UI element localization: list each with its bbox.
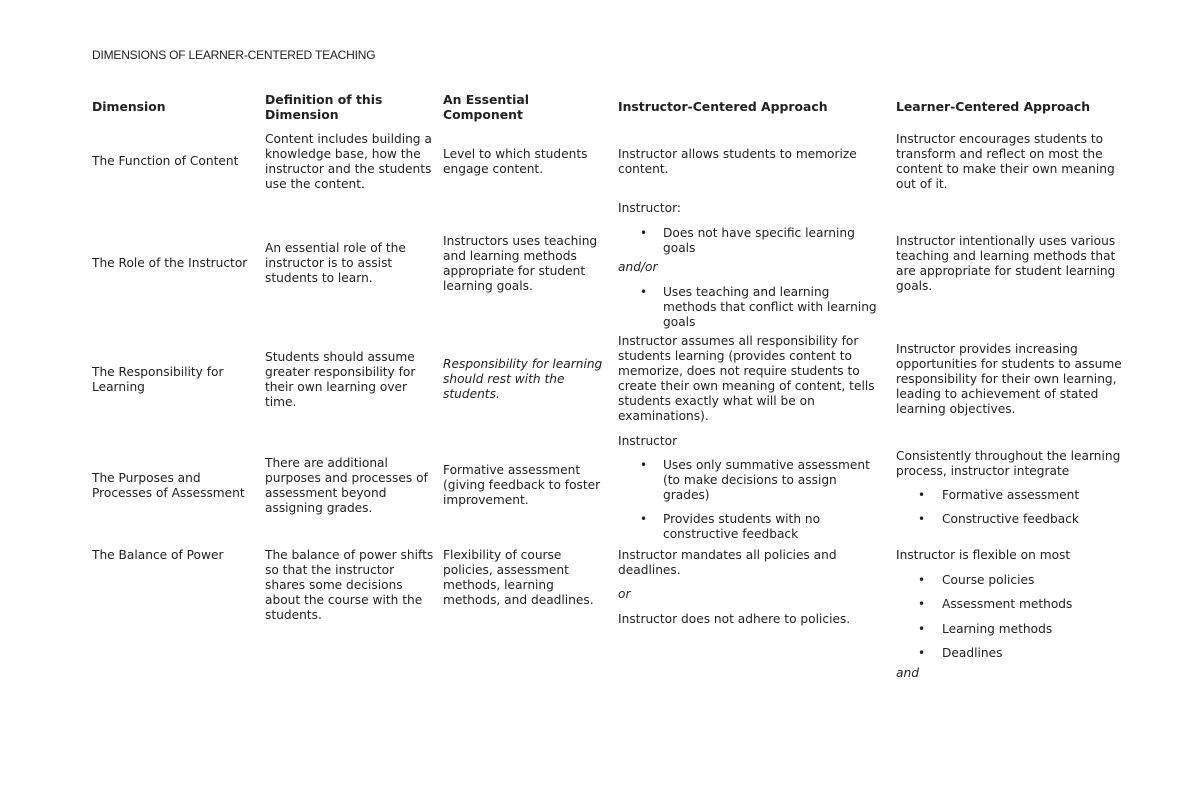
bullet-item: Assessment methods	[942, 597, 1073, 611]
document-title: DIMENSIONS OF LEARNER-CENTERED TEACHING	[92, 48, 376, 62]
learner-intro: Consistently throughout the learning process, instructor integrate	[896, 449, 1121, 478]
instructor-intro: Instructor:	[618, 201, 682, 215]
component-cell: Responsibility for learning should rest with the students.	[443, 357, 603, 401]
dimension-cell: The Purposes and Processes of Assessment	[92, 471, 245, 500]
bullet-icon: •	[640, 458, 648, 472]
bullet-icon: •	[640, 226, 648, 240]
dimension-cell: The Balance of Power	[92, 548, 224, 562]
header-definition: Definition of this Dimension	[265, 92, 383, 122]
bullet-item: Provides students with no constructive feedback	[663, 512, 821, 541]
header-learner-centered: Learner-Centered Approach	[896, 99, 1091, 114]
connector-text: and	[896, 666, 919, 680]
component-cell: Formative assessment (giving feedback to foster improvement.	[443, 463, 601, 507]
bullet-item: Uses teaching and learning methods that conflict with learning goals	[663, 285, 877, 329]
header-dimension: Dimension	[92, 99, 166, 114]
learner-approach-cell: Instructor provides increasing opportunities for students to assume responsibility for their own learning, leading to achievement of stated learning objectives.	[896, 342, 1122, 416]
definition-cell: The balance of power shifts so that the instructor shares some decisions about the course with the students.	[265, 548, 434, 622]
learner-approach-cell: Instructor encourages students to transform and reflect on most the content to make their own meaning out of it.	[896, 132, 1115, 191]
bullet-icon: •	[640, 512, 648, 526]
component-cell: Instructors uses teaching and learning methods appropriate for student learning goals.	[443, 234, 598, 293]
header-component: An Essential Component	[443, 92, 529, 122]
bullet-icon: •	[918, 573, 926, 587]
instructor-approach-cell: Instructor allows students to memorize content.	[618, 147, 857, 176]
definition-cell: Content includes building a knowledge base, how the instructor and the students use the content.	[265, 132, 432, 191]
instructor-policy-text: Instructor mandates all policies and deadlines.	[618, 548, 837, 577]
bullet-item: Constructive feedback	[942, 512, 1079, 526]
bullet-item: Learning methods	[942, 622, 1053, 636]
bullet-item: Does not have specific learning goals	[663, 226, 855, 255]
connector-text: and/or	[618, 260, 658, 274]
definition-cell: An essential role of the instructor is to assist students to learn.	[265, 241, 406, 285]
bullet-icon: •	[640, 285, 648, 299]
dimension-cell: The Function of Content	[92, 154, 239, 168]
bullet-item: Deadlines	[942, 646, 1003, 660]
bullet-item: Course policies	[942, 573, 1035, 587]
connector-text: or	[618, 587, 631, 601]
bullet-icon: •	[918, 646, 926, 660]
bullet-icon: •	[918, 597, 926, 611]
bullet-icon: •	[918, 512, 926, 526]
bullet-icon: •	[918, 488, 926, 502]
component-cell: Level to which students engage content.	[443, 147, 588, 176]
learner-approach-cell: Instructor intentionally uses various teaching and learning methods that are appropriate for student learning goals.	[896, 234, 1116, 293]
learner-intro: Instructor is flexible on most	[896, 548, 1071, 562]
bullet-icon: •	[918, 622, 926, 636]
definition-cell: Students should assume greater responsibility for their own learning over time.	[265, 350, 416, 409]
bullet-item: Formative assessment	[942, 488, 1080, 502]
dimension-cell: The Role of the Instructor	[92, 256, 248, 270]
dimension-cell: The Responsibility for Learning	[92, 365, 224, 394]
header-instructor-centered: Instructor-Centered Approach	[618, 99, 828, 114]
instructor-intro: Instructor	[618, 434, 678, 448]
definition-cell: There are additional purposes and processes of assessment beyond assigning grades.	[265, 456, 428, 515]
component-cell: Flexibility of course policies, assessment methods, learning methods, and deadlines.	[443, 548, 594, 607]
instructor-policy-text: Instructor does not adhere to policies.	[618, 612, 851, 626]
bullet-item: Uses only summative assessment (to make decisions to assign grades)	[663, 458, 870, 502]
instructor-approach-cell: Instructor assumes all responsibility for students learning (provides content to memorize, does not require students to create their own meaning of content, tells students exactly what will be on examinations).	[618, 334, 875, 423]
